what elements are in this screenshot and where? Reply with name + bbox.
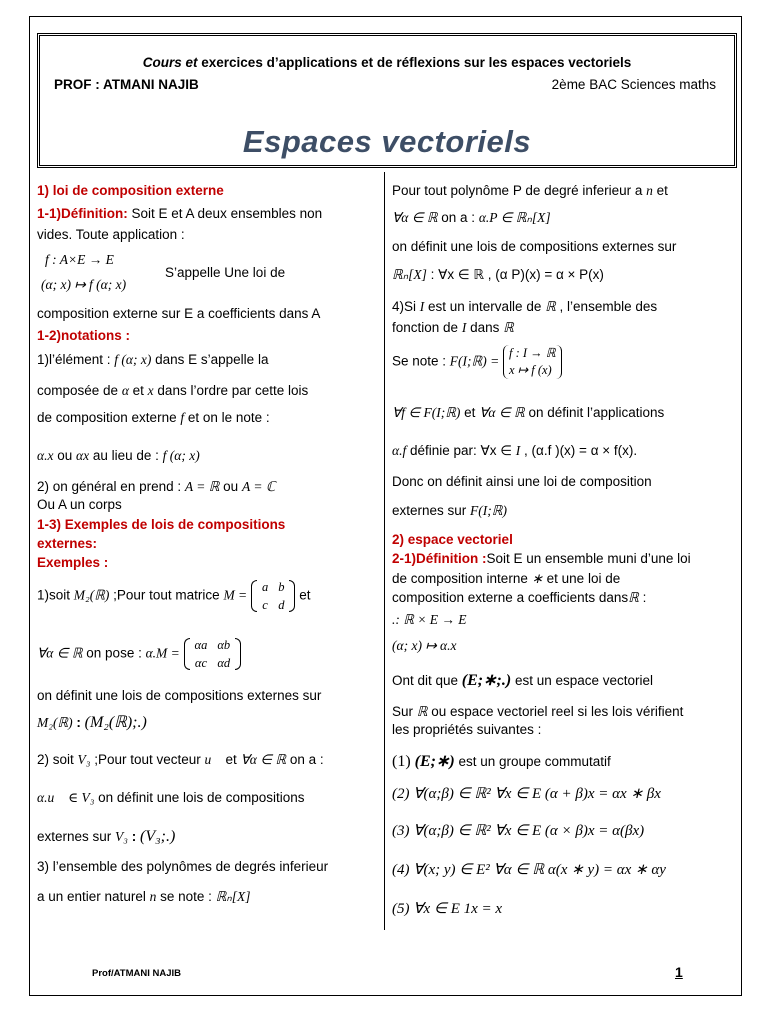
section-1-3-heading-cont: externes: xyxy=(37,536,98,551)
function-line-5: Donc on définit ainsi une loi de composition xyxy=(392,474,652,489)
page-title: Espaces vectoriels xyxy=(242,124,532,159)
section-1-2-heading: 1-2)notations : xyxy=(37,328,130,343)
class-level: 2ème BAC Sciences maths xyxy=(551,77,716,92)
footer-author: Prof/ATMANI NAJIB xyxy=(92,968,182,979)
example-1-line-4: M₂(ℝ) : (M₂(ℝ);.) xyxy=(37,714,147,731)
poly-line-3: on définit une lois de compositions externes sur xyxy=(392,239,677,254)
notation-line-1: 1)l’élément : f (α; x) dans E s’appelle la xyxy=(37,352,269,367)
example-2-line-2: α.u⃗ ∈ V₃ on définit une lois de compositions xyxy=(37,790,305,805)
definition-appelle: S’appelle Une loi de xyxy=(165,265,286,280)
example-2-line-1: 2) soit V₃ ;Pour tout vecteur u⃗ et ∀α ∈ ℝ on a : xyxy=(37,752,324,767)
set-brace: f : I → ℝ x ↦ f (x) xyxy=(503,345,562,379)
vector-space-statement: Ont dit que (E;∗;.) est un espace vectoriel xyxy=(392,672,654,689)
property-1: (1) (E;∗) est un groupe commutatif xyxy=(392,753,611,770)
definition-1-1: 1-1)Définition: Soit E et A deux ensembles non xyxy=(37,206,323,221)
definition-2-1: 2-1)Définition :Soit E un ensemble muni d’une loi xyxy=(392,551,691,566)
poly-line-1: Pour tout polynôme P de degré inferieur a n et xyxy=(392,183,668,198)
property-4: (4) ∀(x; y) ∈ E² ∀α ∈ ℝ α(x ∗ y) = αx ∗ αy xyxy=(392,862,666,878)
column-divider xyxy=(384,172,385,930)
notation-line-3: de composition externe f et on le note : xyxy=(37,410,270,425)
function-line-6: externes sur F(I;ℝ) xyxy=(392,503,507,518)
function-set-notation: Se note : F(I;ℝ) = f : I → ℝ x ↦ f (x) xyxy=(392,345,562,379)
vector-space-line-3: les propriétés suivantes : xyxy=(392,722,542,737)
page-number: 1 xyxy=(675,964,683,980)
definition-composition: composition externe sur E a coefficients dans A xyxy=(37,306,321,321)
function-line-1: 4)Si I est un intervalle de ℝ , l’ensemble des xyxy=(392,299,658,314)
left-column xyxy=(37,180,382,940)
section-2-heading: 2) espace vectoriel xyxy=(392,532,513,547)
example-3-line-1: 3) l’ensemble des polynômes de degrés inferieur xyxy=(37,859,329,874)
function-line-3: ∀f ∈ F(I;ℝ) et ∀α ∈ ℝ on définit l’applications xyxy=(392,405,665,420)
vector-space-line-2: Sur ℝ ou espace vectoriel reel si les lois vérifient xyxy=(392,704,684,719)
section-1-3-heading: 1-3) Exemples de lois de compositions xyxy=(37,517,286,532)
notation-line-4: α.x ou αx au lieu de : f (α; x) xyxy=(37,448,200,463)
matrix-alpha-m: αa αb αc αd xyxy=(184,636,242,672)
example-2-line-3: externes sur V₃ : (V₃;.) xyxy=(37,828,176,845)
matrix-m: a b c d xyxy=(251,578,296,614)
example-1-line-2: ∀α ∈ ℝ on pose : α.M = αa αb αc αd xyxy=(37,636,241,672)
course-subtitle: Cours et exercices d’applications et de réflexions sur les espaces vectoriels xyxy=(142,55,632,70)
poly-line-4: ℝₙ[X] : ∀x ∈ ℝ , (α P)(x) = α × P(x) xyxy=(392,267,604,282)
example-1-line-1: 1)soit M₂(ℝ) ;Pour tout matrice M = a b c d et xyxy=(37,580,311,612)
external-law-formula-2: (α; x) ↦ α.x xyxy=(392,638,457,653)
definition-2-1-line-3: composition externe a coefficients dansℝ : xyxy=(392,590,647,605)
formula-mapping-2: (α; x) ↦ f (α; x) xyxy=(41,277,127,292)
right-column xyxy=(392,180,737,940)
header-box xyxy=(37,33,737,168)
examples-heading: Exemples : xyxy=(37,555,109,570)
property-2: (2) ∀(α;β) ∈ ℝ² ∀x ∈ E (α + β)x = αx ∗ βx xyxy=(392,786,661,802)
external-law-formula-1: .: ℝ × E → E xyxy=(392,612,467,627)
notation-line-2: composée de α et x dans l’ordre par cette lois xyxy=(37,383,309,398)
formula-mapping-1: f : A×E → E xyxy=(45,252,114,267)
function-line-2: fonction de I dans ℝ xyxy=(392,320,514,335)
poly-line-2: ∀α ∈ ℝ on a : α.P ∈ ℝₙ[X] xyxy=(392,210,551,225)
general-line-1: 2) on général en prend : A = ℝ ou A = ℂ xyxy=(37,479,276,494)
definition-1-1-cont: vides. Toute application : xyxy=(37,227,185,242)
definition-2-1-line-2: de composition interne ∗ et une loi de xyxy=(392,571,621,586)
property-5: (5) ∀x ∈ E 1x = x xyxy=(392,901,503,917)
professor-name: PROF : ATMANI NAJIB xyxy=(54,77,199,92)
general-line-2: Ou A un corps xyxy=(37,497,122,512)
example-1-line-3: on définit une lois de compositions externes sur xyxy=(37,688,322,703)
function-line-4: α.f définie par: ∀x ∈ I , (α.f )(x) = α × f(x). xyxy=(392,443,638,458)
section-1-heading: 1) loi de composition externe xyxy=(37,183,224,198)
property-3: (3) ∀(α;β) ∈ ℝ² ∀x ∈ E (α × β)x = α(βx) xyxy=(392,823,645,839)
example-3-line-2: a un entier naturel n se note : ℝₙ[X] xyxy=(37,889,251,904)
